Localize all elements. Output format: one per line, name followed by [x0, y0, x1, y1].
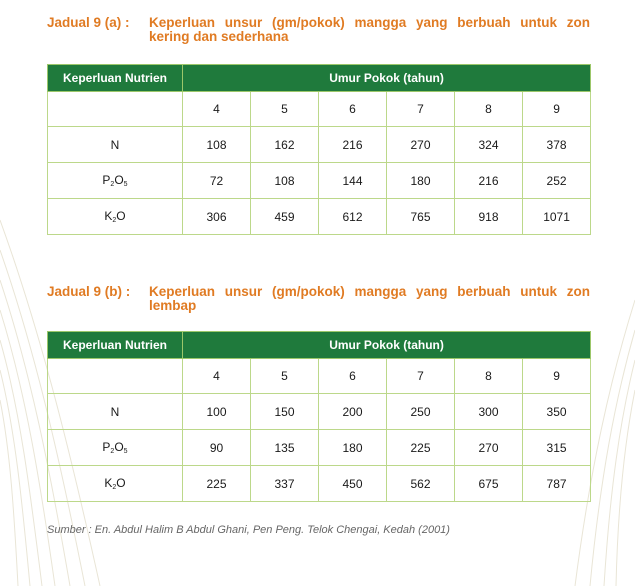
- nutrient-cell: $K_2O$: [48, 466, 183, 502]
- year-cell: 6: [319, 92, 387, 127]
- table-caption-b: [47, 285, 590, 313]
- header-nutrient: Keperluan Nutrien: [48, 65, 183, 92]
- value-cell: 144: [319, 163, 387, 199]
- value-cell: 1071: [523, 199, 591, 235]
- header-age: Umur Pokok (tahun): [183, 332, 591, 359]
- caption-text: Keperluan unsur (gm/pokok) mangga yang berbuah untuk zon kering dan sederhana: [149, 15, 590, 44]
- caption-label: Jadual 9 (b) :: [47, 284, 131, 299]
- value-cell: 324: [455, 127, 523, 163]
- table-row: [48, 163, 591, 199]
- value-cell: 100: [183, 394, 251, 430]
- value-cell: 216: [319, 127, 387, 163]
- value-cell: 270: [387, 127, 455, 163]
- value-cell: 108: [183, 127, 251, 163]
- year-row: [48, 359, 591, 394]
- value-cell: 300: [455, 394, 523, 430]
- year-row: [48, 92, 591, 127]
- value-cell: 225: [183, 466, 251, 502]
- value-cell: 459: [251, 199, 319, 235]
- value-cell: 350: [523, 394, 591, 430]
- year-cell: 7: [387, 92, 455, 127]
- value-cell: 200: [319, 394, 387, 430]
- value-cell: 180: [319, 430, 387, 466]
- empty-cell: [48, 92, 183, 127]
- year-cell: 4: [183, 359, 251, 394]
- year-cell: 5: [251, 92, 319, 127]
- year-cell: 8: [455, 92, 523, 127]
- caption-text: Keperluan unsur (gm/pokok) mangga yang berbuah untuk zon lembap: [149, 284, 590, 313]
- value-cell: 90: [183, 430, 251, 466]
- value-cell: 180: [387, 163, 455, 199]
- header-nutrient: Keperluan Nutrien: [48, 332, 183, 359]
- nutrient-table-a: [47, 64, 591, 235]
- table-caption-a: [47, 16, 590, 44]
- value-cell: 378: [523, 127, 591, 163]
- nutrient-cell: $P_2O_5$: [48, 430, 183, 466]
- nutrient-cell: N: [48, 394, 183, 430]
- value-cell: 337: [251, 466, 319, 502]
- value-cell: 250: [387, 394, 455, 430]
- nutrient-table-b: [47, 331, 591, 502]
- header-age: Umur Pokok (tahun): [183, 65, 591, 92]
- value-cell: 787: [523, 466, 591, 502]
- year-cell: 9: [523, 359, 591, 394]
- year-cell: 9: [523, 92, 591, 127]
- empty-cell: [48, 359, 183, 394]
- year-cell: 8: [455, 359, 523, 394]
- value-cell: 562: [387, 466, 455, 502]
- value-cell: 918: [455, 199, 523, 235]
- value-cell: 108: [251, 163, 319, 199]
- value-cell: 162: [251, 127, 319, 163]
- nutrient-cell: $K_2O$: [48, 199, 183, 235]
- value-cell: 72: [183, 163, 251, 199]
- year-cell: 5: [251, 359, 319, 394]
- year-cell: 4: [183, 92, 251, 127]
- value-cell: 270: [455, 430, 523, 466]
- caption-label: Jadual 9 (a) :: [47, 15, 130, 30]
- value-cell: 612: [319, 199, 387, 235]
- value-cell: 675: [455, 466, 523, 502]
- value-cell: 315: [523, 430, 591, 466]
- value-cell: 765: [387, 199, 455, 235]
- year-cell: 6: [319, 359, 387, 394]
- value-cell: 150: [251, 394, 319, 430]
- nutrient-cell: $P_2O_5$: [48, 163, 183, 199]
- table-row: [48, 466, 591, 502]
- table-row: [48, 199, 591, 235]
- year-cell: 7: [387, 359, 455, 394]
- table-row: [48, 394, 591, 430]
- value-cell: 306: [183, 199, 251, 235]
- value-cell: 216: [455, 163, 523, 199]
- table-row: [48, 430, 591, 466]
- value-cell: 135: [251, 430, 319, 466]
- value-cell: 450: [319, 466, 387, 502]
- source-note: Sumber : En. Abdul Halim B Abdul Ghani, Pen Peng. Telok Chengai, Kedah (2001): [47, 524, 450, 536]
- nutrient-cell: N: [48, 127, 183, 163]
- table-row: [48, 127, 591, 163]
- value-cell: 252: [523, 163, 591, 199]
- value-cell: 225: [387, 430, 455, 466]
